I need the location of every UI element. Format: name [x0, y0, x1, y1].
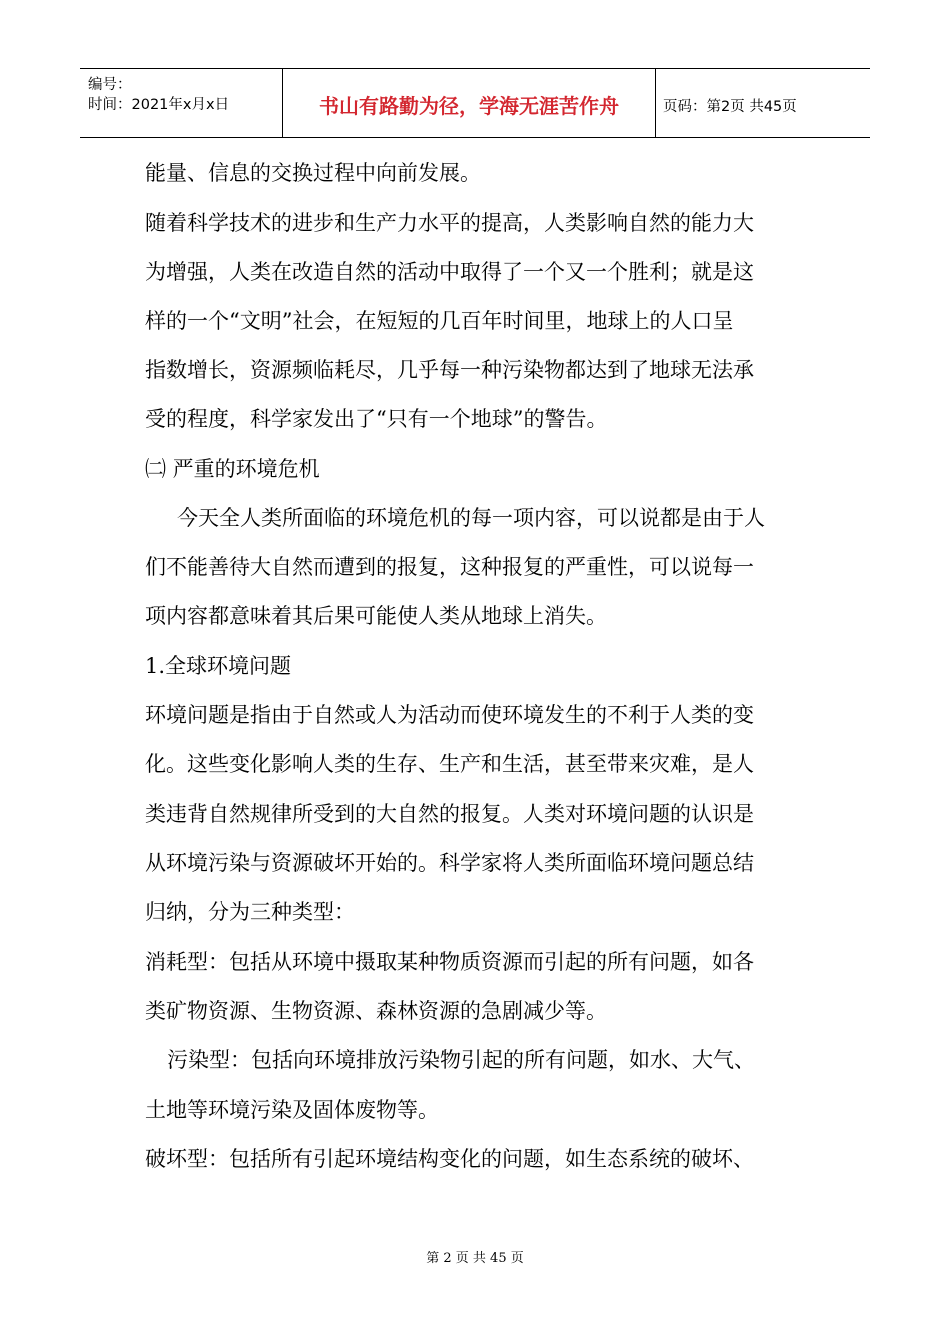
body-line: 类违背自然规律所受到的大自然的报复。人类对环境问题的认识是 — [145, 802, 754, 826]
body-line: 样的一个“文明”社会，在短短的几百年时间里，地球上的人口呈 — [145, 309, 734, 333]
body-line: 指数增长，资源频临耗尽，几乎每一种污染物都达到了地球无法承 — [145, 358, 754, 382]
body-line: 从环境污染与资源破坏开始的。科学家将人类所面临环境问题总结 — [145, 851, 754, 875]
body-line: 类矿物资源、生物资源、森林资源的急剧减少等。 — [145, 999, 607, 1023]
header-motto-cell — [282, 69, 656, 137]
body-line: 化。这些变化影响人类的生存、生产和生活，甚至带来灾难，是人 — [145, 752, 754, 776]
body-line: 今天全人类所面临的环境危机的每一项内容，可以说都是由于人 — [177, 506, 765, 530]
number-label: 编号： — [88, 77, 132, 93]
body-line: 环境问题是指由于自然或人为活动而使环境发生的不利于人类的变 — [145, 703, 754, 727]
time-label: 时间：2021年x月x日 — [88, 97, 230, 113]
motto-text: 书山有路勤为径，学海无涯苦作舟 — [319, 94, 619, 118]
body-line: 受的程度，科学家发出了“只有一个地球”的警告。 — [145, 407, 608, 431]
body-line: 能量、信息的交换过程中向前发展。 — [145, 161, 481, 185]
header-info-cell — [80, 69, 282, 137]
body-line: 随着科学技术的进步和生产力水平的提高，人类影响自然的能力大 — [145, 211, 754, 235]
page-footer: 第 2 页 共 45 页 — [426, 1251, 524, 1266]
body-line: 归纳，分为三种类型： — [145, 900, 355, 924]
body-line: 为增强，人类在改造自然的活动中取得了一个又一个胜利；就是这 — [145, 260, 754, 284]
body-line: 破坏型：包括所有引起环境结构变化的问题，如生态系统的破坏、 — [145, 1147, 754, 1171]
header-page-cell — [655, 69, 870, 137]
page-header — [80, 68, 870, 138]
body-line: 们不能善待大自然而遭到的报复，这种报复的严重性，可以说每一 — [145, 555, 754, 579]
body-line: 项内容都意味着其后果可能使人类从地球上消失。 — [145, 604, 607, 628]
body-line: 污染型：包括向环境排放污染物引起的所有问题，如水、大气、 — [167, 1048, 755, 1072]
body-line: 消耗型：包括从环境中摄取某种物质资源而引起的所有问题，如各 — [145, 950, 754, 974]
body-line: 土地等环境污染及固体废物等。 — [145, 1098, 439, 1122]
page-number-label: 页码：第2页 共45页 — [663, 99, 797, 115]
section-heading: ㈡ 严重的环境危机 — [145, 457, 320, 481]
subsection-heading: 1.全球环境问题 — [145, 654, 292, 678]
